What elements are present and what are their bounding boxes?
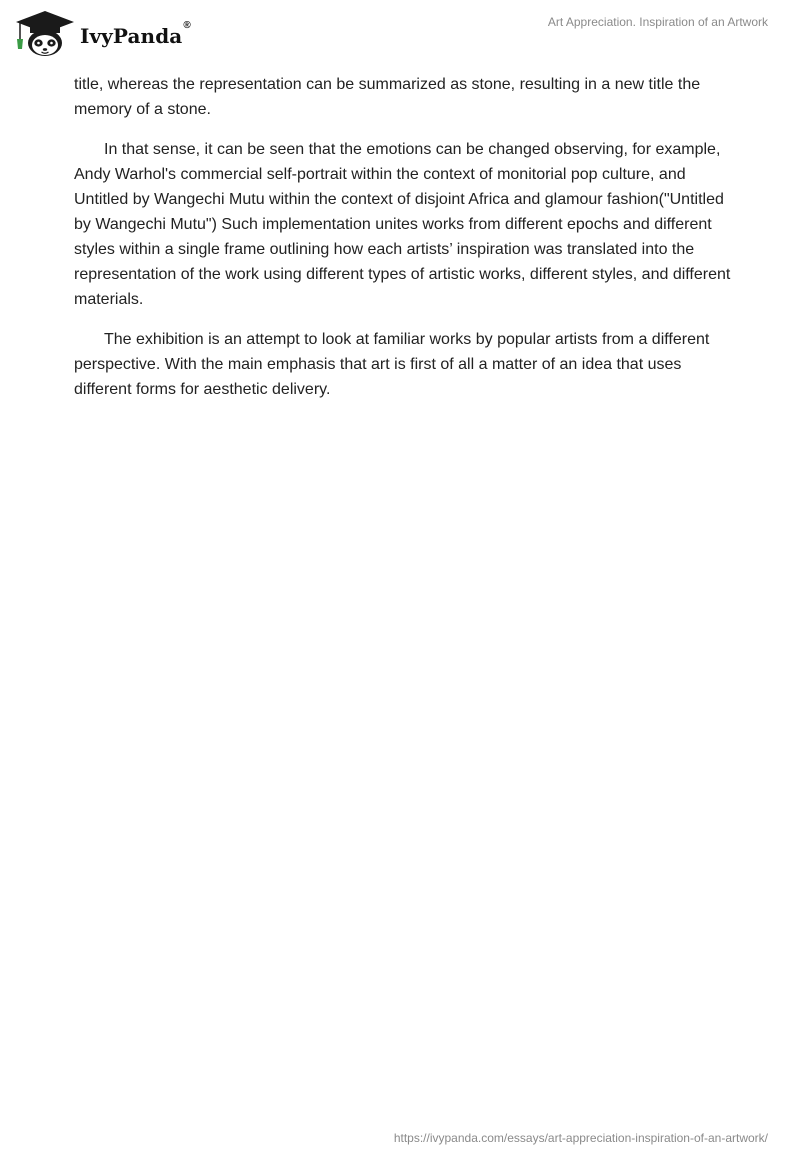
brand-name: IvyPanda (80, 24, 183, 48)
panda-graduation-cap-icon (14, 9, 76, 59)
paragraph: In that sense, it can be seen that the emotions can be changed observing, for example, Andy Warhol's commercial self-portrait within the context of monitorial pop culture, and Untitled by Wangechi Mutu within the context of disjoint Africa and glamour fashion("Untitled by Wangechi Mutu") Such implementation unites works from different epochs and different styles within a single frame outlining how each artists’ inspiration was translated into the representation of the work using different types of artistic works, different styles, and different materials. (74, 141, 731, 308)
ivypanda-logo[interactable] (14, 6, 191, 62)
essay-body (74, 72, 734, 417)
page-header (0, 0, 800, 70)
registered-mark: ® (183, 20, 191, 31)
source-url[interactable]: https://ivypanda.com/essays/art-appreciation-inspiration-of-an-artwork/ (393, 1131, 768, 1145)
paragraph: title, whereas the representation can be summarized as stone, resulting in a new title the memory of a stone. (74, 76, 701, 118)
paragraph: The exhibition is an attempt to look at familiar works by popular artists from a different perspective. With the main emphasis that art is first of all a matter of an idea that uses different forms for aesthetic delivery. (74, 331, 710, 398)
logo-wordmark (80, 20, 191, 48)
document-title: Art Appreciation. Inspiration of an Artwork (547, 15, 768, 29)
